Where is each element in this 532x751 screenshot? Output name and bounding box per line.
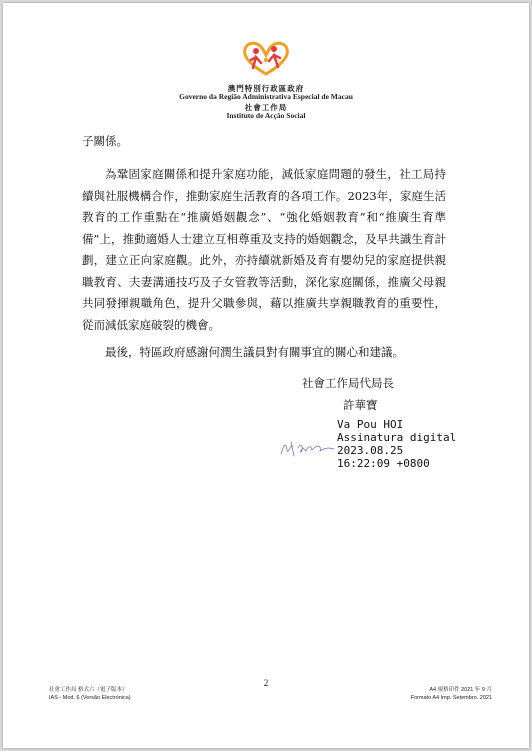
page-number: 2 [263,678,269,688]
signatory-name: 許華寶 [343,398,378,412]
footer-format-pt: Formato A4 Imp. Setembro. 2021 [410,695,492,701]
government-name-zh: 澳門特別行政區政府 [227,84,305,93]
paragraph-continuation: 子關係。 [82,134,128,148]
handwritten-signature [278,436,336,462]
government-name-pt: Governo da Região Administrativa Especial de Macau [179,92,353,101]
ias-logo [241,40,291,76]
paragraph-closing: 最後，特區政府感謝何潤生議員對有關事宜的關心和建議。 [105,345,404,359]
digital-signature-block [337,418,456,470]
digital-signature-name: Va Pou HOI [337,418,404,431]
paragraph-family-education: 為鞏固家庭關係和提升家庭功能，減低家庭問題的發生，社工局持續與社服機構合作，推動家庭生活教育的各項工作。2023年，家庭生活教育的工作重點在“推廣婚姻觀念”、“強化婚姻教育”和“推廣生育準備”上，推動適婚人士建立互相尊重及支持的婚姻觀念，及早共識生育計劃，建立正向家庭觀。此外，亦持續就新婚及育有嬰幼兒的家庭提供親職教育、夫妻溝通技巧及子女管教等活動，深化家庭關係，推廣父母親共同發揮親職角色，提升父職參與，藉以推廣共享親職教育的重要性，從而減低家庭破裂的機會。 [82,167,446,332]
digital-signature-time: 16:22:09 +0800 [337,457,430,470]
footer-format-zh: A4 規格印件 2021 年 9 月 [429,687,492,693]
institute-name-zh: 社會工作局 [244,103,288,112]
footer-right [411,686,492,702]
footer-form-pt: IAS - Mod. 6 (Versão Electrónica) [49,695,131,701]
digital-signature-label: Assinatura digital [337,431,457,444]
footer-form-zh: 社會工作局 格式六（電子版本） [49,687,128,693]
footer-left [49,686,131,702]
institute-name-pt: Instituto de Acção Social [226,111,306,120]
signatory-title: 社會工作局代局長 [302,376,394,390]
digital-signature-date: 2023.08.25 [337,444,404,457]
